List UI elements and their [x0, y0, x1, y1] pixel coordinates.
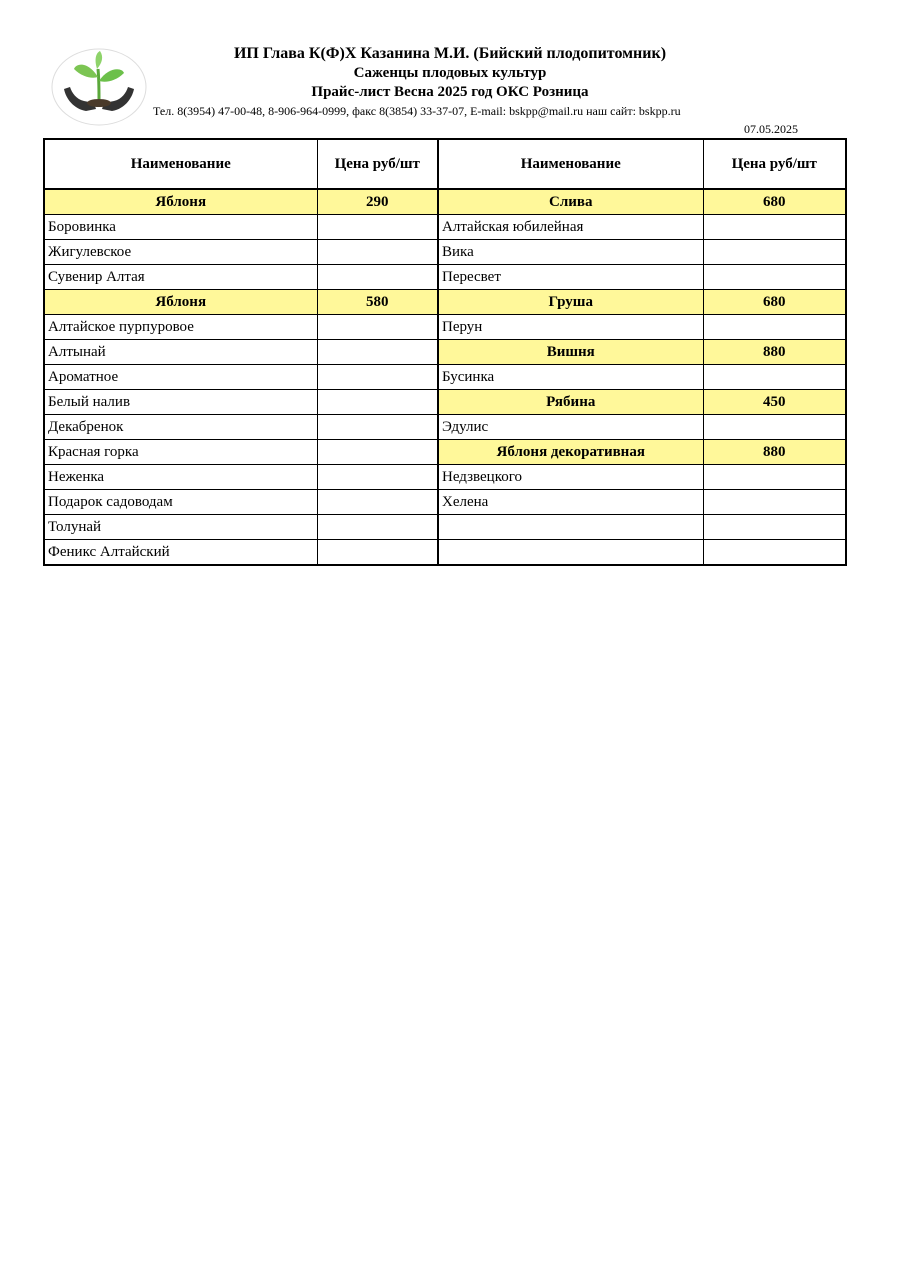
- category-name: Яблоня: [44, 290, 317, 315]
- column-header-name: Наименование: [438, 139, 703, 189]
- seedling-in-hands-icon: [50, 47, 148, 127]
- price-cell: [317, 240, 438, 265]
- category-name: Груша: [438, 290, 703, 315]
- price-cell: [317, 440, 438, 465]
- table-row: [44, 465, 846, 490]
- price-cell: [317, 340, 438, 365]
- price-cell: [703, 415, 846, 440]
- price-cell: [703, 265, 846, 290]
- subtitle: Саженцы плодовых культур: [353, 65, 547, 81]
- table-row: [44, 340, 846, 365]
- category-name: Яблоня декоративная: [438, 440, 703, 465]
- category-price: 580: [317, 290, 438, 315]
- document-header: [150, 44, 750, 101]
- variety-name: Алтынай: [44, 340, 317, 365]
- variety-name: Красная горка: [44, 440, 317, 465]
- price-cell: [317, 465, 438, 490]
- column-header-price: Цена руб/шт: [703, 139, 846, 189]
- price-cell: [703, 240, 846, 265]
- contact-info: Тел. 8(3954) 47-00-48, 8-906-964-0999, факс 8(3854) 33-37-07, E-mail: bskpp@mail.ru наш сайт: bskpp.ru: [153, 104, 681, 118]
- table-row: [44, 189, 846, 215]
- variety-name: Подарок садоводам: [44, 490, 317, 515]
- variety-name: Вика: [438, 240, 703, 265]
- price-list-title: Прайс-лист Весна 2025 год ОКС Розница: [311, 84, 589, 100]
- table-row: [44, 415, 846, 440]
- variety-name: Бусинка: [438, 365, 703, 390]
- variety-name: Белый налив: [44, 390, 317, 415]
- category-price: 680: [703, 290, 846, 315]
- price-cell: [317, 365, 438, 390]
- price-cell: [703, 465, 846, 490]
- column-header-price: Цена руб/шт: [317, 139, 438, 189]
- price-cell: [703, 315, 846, 340]
- table-row: [44, 290, 846, 315]
- price-table: [43, 138, 847, 566]
- price-cell: [317, 540, 438, 566]
- table-header-row: [44, 139, 846, 189]
- price-cell: [317, 215, 438, 240]
- variety-name: Боровинка: [44, 215, 317, 240]
- variety-name: Феникс Алтайский: [44, 540, 317, 566]
- price-cell: [317, 265, 438, 290]
- price-cell: [317, 415, 438, 440]
- table-row: [44, 490, 846, 515]
- table-row: [44, 265, 846, 290]
- variety-name: Жигулевское: [44, 240, 317, 265]
- company-name: ИП Глава К(Ф)Х Казанина М.И. (Бийский плодопитомник): [233, 45, 667, 62]
- variety-name: Хелена: [438, 490, 703, 515]
- category-price: 880: [703, 340, 846, 365]
- variety-name: Сувенир Алтая: [44, 265, 317, 290]
- price-cell: [317, 390, 438, 415]
- category-price: 680: [703, 189, 846, 215]
- price-cell: [317, 315, 438, 340]
- price-cell: [317, 515, 438, 540]
- table-row: [44, 540, 846, 566]
- category-name: Слива: [438, 189, 703, 215]
- category-name: Яблоня: [44, 189, 317, 215]
- variety-name: Толунай: [44, 515, 317, 540]
- category-price: 450: [703, 390, 846, 415]
- variety-name: Эдулис: [438, 415, 703, 440]
- variety-name: Перун: [438, 315, 703, 340]
- variety-name: Алтайская юбилейная: [438, 215, 703, 240]
- category-price: 880: [703, 440, 846, 465]
- variety-name: [438, 515, 703, 540]
- column-header-name: Наименование: [44, 139, 317, 189]
- table-row: [44, 515, 846, 540]
- variety-name: Алтайское пурпуровое: [44, 315, 317, 340]
- variety-name: [438, 540, 703, 566]
- category-name: Рябина: [438, 390, 703, 415]
- price-cell: [703, 540, 846, 566]
- table-row: [44, 440, 846, 465]
- table-row: [44, 240, 846, 265]
- category-name: Вишня: [438, 340, 703, 365]
- document-date: 07.05.2025: [744, 122, 798, 136]
- table-row: [44, 315, 846, 340]
- price-cell: [703, 365, 846, 390]
- table-row: [44, 215, 846, 240]
- price-cell: [703, 515, 846, 540]
- variety-name: Декабренок: [44, 415, 317, 440]
- price-cell: [703, 490, 846, 515]
- table-row: [44, 365, 846, 390]
- price-cell: [317, 490, 438, 515]
- variety-name: Пересвет: [438, 265, 703, 290]
- table-row: [44, 390, 846, 415]
- variety-name: Недзвецкого: [438, 465, 703, 490]
- variety-name: Ароматное: [44, 365, 317, 390]
- price-cell: [703, 215, 846, 240]
- category-price: 290: [317, 189, 438, 215]
- variety-name: Неженка: [44, 465, 317, 490]
